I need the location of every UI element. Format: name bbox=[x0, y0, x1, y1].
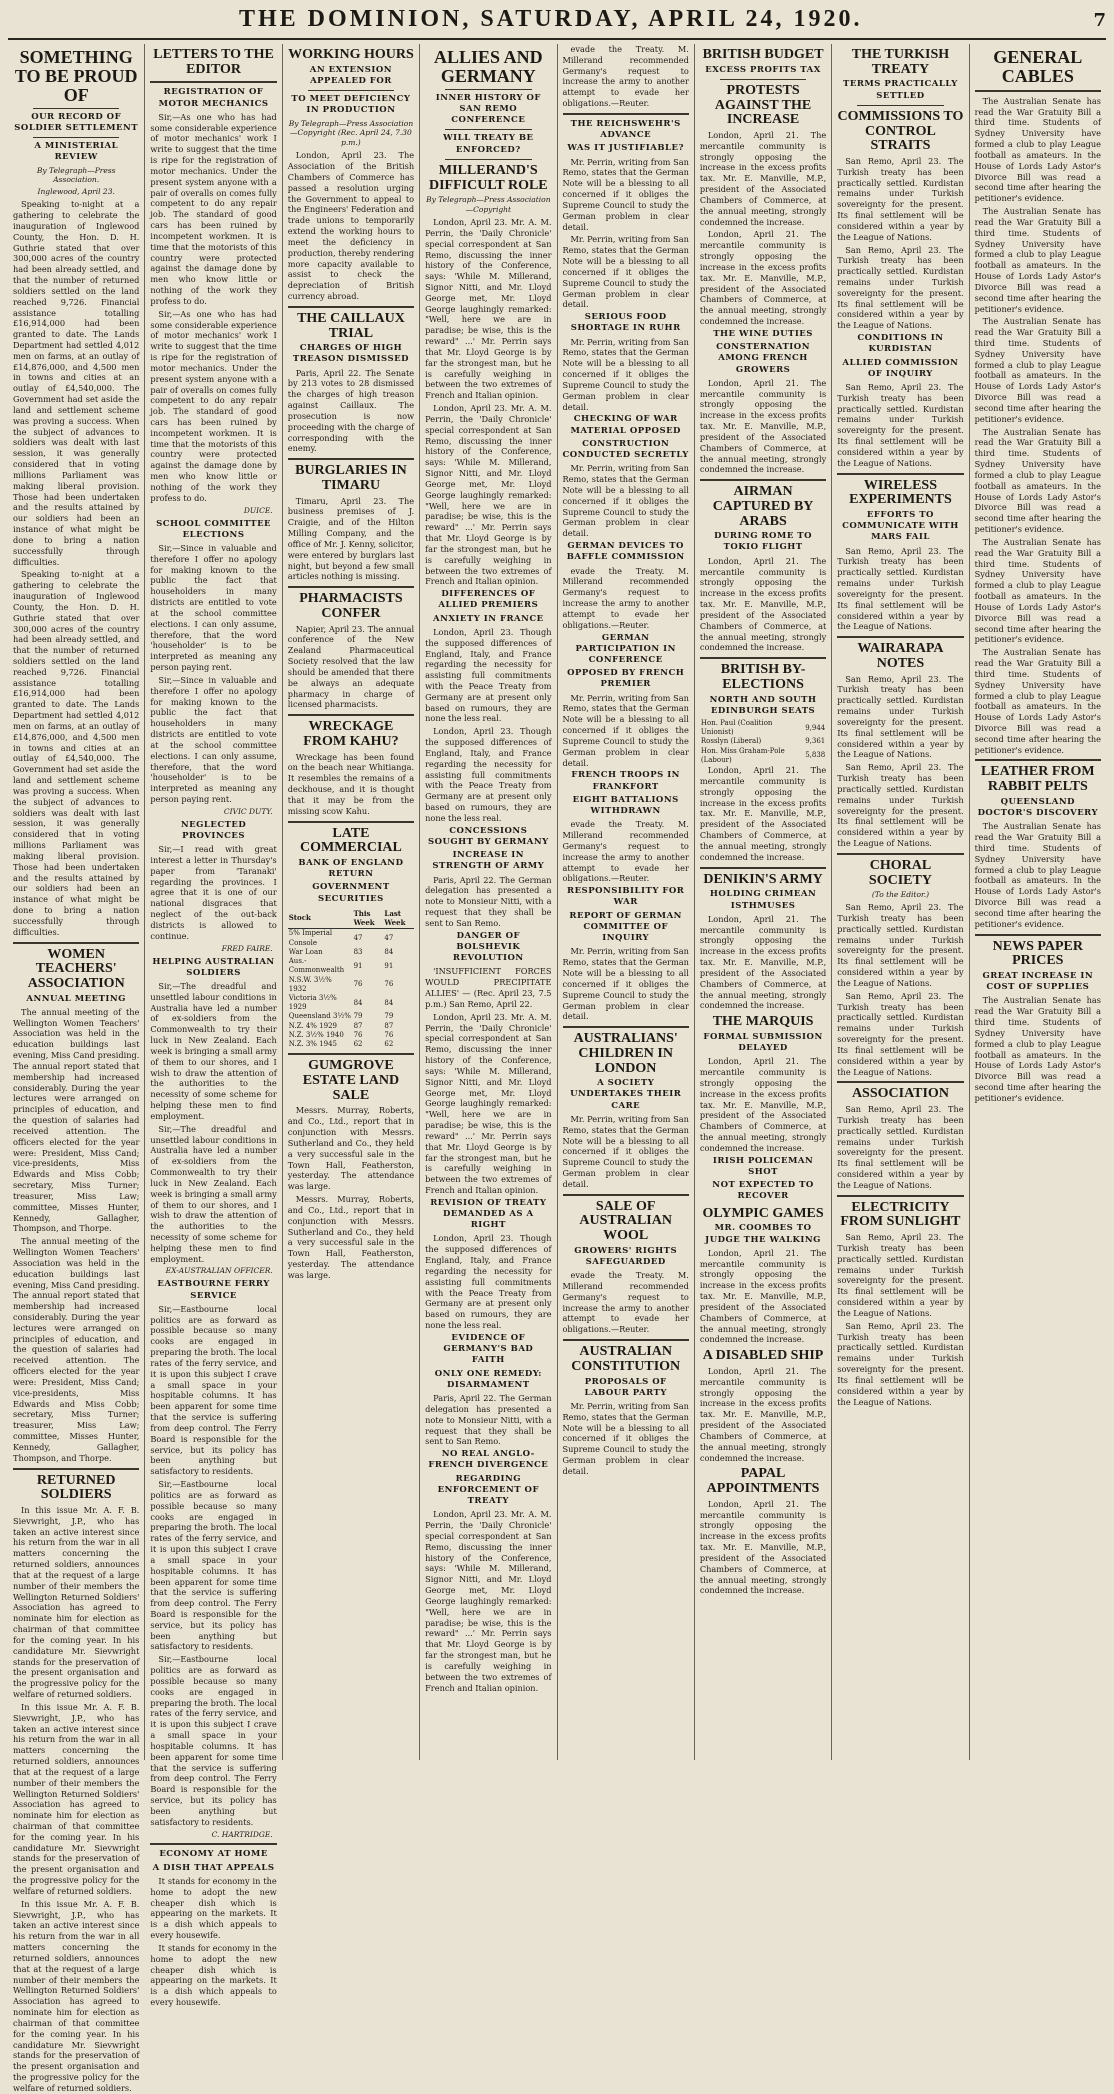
column-6 bbox=[695, 44, 832, 1760]
page-number: 7 bbox=[1093, 10, 1106, 31]
article-body: It stands for economy in the home to adopt the new cheaper dish which is appearing on the markets. It is a dish which appeals to every housewife. bbox=[150, 1942, 277, 2007]
table-row bbox=[288, 976, 414, 994]
article-body: evade the Treaty. M. Millerand recommended Germany's request to increase the army to another attempt to evade her obligations.—Reuter. bbox=[562, 819, 689, 884]
article-body: The Australian Senate has read the War Gratuity Bill a third time. Students of Sydney University have formed a club to play League football as amateurs. In the House of Lords Lady Astor's Divorce Bill was read a second time after hearing the petitioner's evidence. bbox=[974, 95, 1101, 204]
subhead-wine: THE WINE DUTIES bbox=[713, 328, 813, 339]
article-body: Mr. Perrin, writing from San Remo, states that the German Note will be a blessing to all concerned if it obliges the Supreme Council to study the German problem in clear detail. bbox=[562, 692, 689, 768]
table-cell: 84 bbox=[353, 998, 363, 1007]
subhead-consternation: CONSTERNATION AMONG FRENCH GROWERS bbox=[716, 342, 810, 375]
headline-newspaper-prices: NEWS PAPER PRICES bbox=[992, 938, 1083, 969]
column-3 bbox=[283, 44, 420, 1760]
table-row bbox=[288, 957, 414, 975]
headline-kahu: WRECKAGE FROM KAHU? bbox=[303, 719, 399, 749]
subhead-differences: DIFFERENCES OF ALLIED PREMIERS bbox=[438, 589, 539, 611]
headline-by-elections: BRITISH BY-ELECTIONS bbox=[720, 662, 806, 692]
table-row bbox=[288, 1031, 414, 1040]
table-row bbox=[288, 948, 414, 957]
table-cell: 62 bbox=[353, 1040, 363, 1049]
letter-signature: CIVIC DUTY. bbox=[223, 806, 273, 816]
headline-papal: PAPAL APPOINTMENTS bbox=[706, 1466, 820, 1497]
article-body: Mr. Perrin, writing from San Remo, states that the German Note will be a blessing to all concerned if it obliges the Supreme Council to study the German problem in clear detail. bbox=[562, 336, 689, 412]
article-body: Speaking to-night at a gathering to celebrate the inauguration of Inglewood County, the Hon. D. H. Guthrie stated that over 300,000 acres of the country had been already settled, and that the number of returned soldiers settled on the land reached 9,726. Financial assistance totalling £16,914,000 had been granted to date. The Lands Department had settled 4,012 men on farms, at an outlay of £14,876,000, and 4,500 men in towns and cities at an outlay of £4,540,000. The Government had set aside the land and settlement scheme was proving a success. When the subject of advances to soldiers was dealt with last session, it was generally considered that in voting millions Parliament was making liberal provision. Those had been undertaken and the results attained by our soldiers had been an instance of what might be done to bring a nation successfully through difficulties. bbox=[13, 569, 140, 937]
subhead-edinburgh: NORTH AND SOUTH EDINBURGH SEATS bbox=[709, 694, 817, 716]
table-header: This Week bbox=[353, 908, 384, 929]
article-body: Paris, April 22. The German delegation has presented a note to Monsieur Nitti, with a request that they shall be sent to San Remo. bbox=[425, 874, 552, 928]
subhead-army: INCREASE IN STRENGTH OF ARMY bbox=[432, 850, 545, 872]
article-body: Mr. Perrin, writing from San Remo, states that the German Note will be a blessing to all concerned if it obliges the Supreme Council to study the German problem in clear detail. bbox=[562, 156, 689, 232]
headline-gumgrove: GUMGROVE ESTATE LAND SALE bbox=[302, 1058, 400, 1103]
subhead-commission: ALLIED COMMISSION OF INQUIRY bbox=[842, 357, 959, 379]
table-row bbox=[700, 747, 826, 765]
article-body: San Remo, April 23. The Turkish treaty has been practically settled. Kurdistan remains under Turkish sovereignty for the present. Its final settlement will be considered within a year by the League of Nations. bbox=[837, 155, 964, 242]
article-body: San Remo, April 23. The Turkish treaty has been practically settled. Kurdistan remains under Turkish sovereignty for the present. Its final settlement will be considered within a year by the League of Nations. bbox=[837, 902, 964, 988]
table-cell: 47 bbox=[384, 933, 394, 942]
subhead-food-shortage: SERIOUS FOOD SHORTAGE IN RUHR bbox=[570, 312, 681, 334]
article-body: London, April 23. Though the supposed differences of England, Italy, and France regarding the necessity for assisting full commitments with the Peace Treaty from Germany are at present only based on rumours, they are none the less real. bbox=[425, 726, 552, 823]
table-cell: 76 bbox=[353, 1030, 363, 1039]
article-body: London, April 21. The mercantile community is strongly opposing the increase in the excess profits tax. Mr. E. Manville, M.P., president of the Associated Chambers of Commerce, at the annual meeting, strongly condemned the increase. bbox=[699, 765, 827, 862]
letter-body: Sir,—Since in valuable and therefore I offer no apology for making known to the public the fact that householders in many districts are entitled to vote at the school committee elections. I can only assume, therefore, that the word 'householder' is to be interpreted as meaning any person paying rent. bbox=[150, 674, 277, 804]
article-body: The Australian Senate has read the War Gratuity Bill a third time. Students of Sydney University have formed a club to play League football as amateurs. In the House of Lords Lady Astor's Divorce Bill was read a second time after hearing the petitioner's evidence. bbox=[974, 995, 1101, 1103]
article-body: San Remo, April 23. The Turkish treaty has been practically settled. Kurdistan remains under Turkish sovereignty for the present. Its final settlement will be considered within a year by the League of Nations. bbox=[837, 1104, 964, 1190]
table-cell: 76 bbox=[353, 980, 363, 989]
letter-body: Sir,—The dreadful and unsettled labour conditions in Australia have led a number of ex-soldiers from the Commonwealth to try their luck in New Zealand. Each week is bringing a small army of them to our shores, and I wish to draw the attention of the authorities to the necessity of some scheme for helping these men to find employment. bbox=[150, 1123, 277, 1264]
article-body: The Australian Senate has read the War Gratuity Bill a third time. Students of Sydney University have formed a club to play League football as amateurs. In the House of Lords Lady Astor's Divorce Bill was read a second time after hearing the petitioner's evidence. bbox=[974, 426, 1101, 535]
masthead-title: THE DOMINION, SATURDAY, APRIL 24, 1920. bbox=[238, 6, 863, 32]
subhead-growers: GROWERS' RIGHTS SAFEGUARDED bbox=[574, 1245, 678, 1267]
subhead-secretly: CONSTRUCTION CONDUCTED SECRETLY bbox=[562, 438, 689, 461]
table-row bbox=[700, 719, 826, 737]
headline-protests: PROTESTS AGAINST THE INCREASE bbox=[714, 82, 812, 128]
column-1 bbox=[8, 44, 145, 2093]
subhead-economy: ECONOMY AT HOME bbox=[159, 1849, 268, 1860]
article-body: San Remo, April 23. The Turkish treaty has been practically settled. Kurdistan remains under Turkish sovereignty for the present. Its final settlement will be considered within a year by the League of Nations. bbox=[837, 244, 964, 331]
subhead-revision: REVISION OF TREATY DEMANDED AS A RIGHT bbox=[430, 1197, 547, 1231]
table-header: Stock bbox=[288, 908, 353, 929]
table-cell: Rosslyn (Liberal) bbox=[700, 737, 762, 746]
letter-signature: EX-AUSTRALIAN OFFICER. bbox=[165, 1266, 273, 1276]
table-cell: War Loan bbox=[288, 947, 323, 956]
letter-signature: C. HARTRIDGE. bbox=[211, 1829, 273, 1839]
subhead-excess-profits: EXCESS PROFITS TAX bbox=[705, 64, 821, 75]
article-body: The Australian Senate has read the War Gratuity Bill a third time. Students of Sydney University have formed a club to play League football as amateurs. In the House of Lords Lady Astor's Divorce Bill was read a second time after hearing the petitioner's evidence. bbox=[974, 647, 1101, 755]
subhead-treason: CHARGES OF HIGH TREASON DISMISSED bbox=[292, 343, 409, 365]
subhead-crimean: HOLDING CRIMEAN ISTHMUSES bbox=[709, 889, 817, 911]
letter-body: Sir,—As one who has had some considerable experience of motor mechanics' work I write to suggest that the time is ripe for the registration of motor mechanics. Under the present system anyone with a pair of overalls on comes fully competent to do any repair job. The standard of good cars has been ruined by incompetent workmen. It is time that the motorists of this country were protected against the damage done by men who know little or nothing of the work they profess to do. bbox=[150, 111, 277, 306]
table-row bbox=[288, 1040, 414, 1049]
article-body: Mr. Perrin, writing from San Remo, states that the German Note will be a blessing to all concerned if it obliges the Supreme Council to study the German problem in clear detail. bbox=[562, 946, 689, 1022]
headline-pharmacists: PHARMACISTS CONFER bbox=[299, 591, 403, 621]
subhead-frankfort: FRENCH TROOPS IN FRANKFORT bbox=[571, 770, 680, 792]
subhead-concessions: CONCESSIONS SOUGHT BY GERMANY bbox=[427, 825, 549, 847]
table-cell: 91 bbox=[384, 961, 394, 970]
subhead-disarmament: ONLY ONE REMEDY: DISARMAMENT bbox=[434, 1368, 542, 1390]
letter-body: Sir,—Eastbourne local politics are as forward as possible because so many cooks are engaged in preparing the broth. The local rates of the ferry service, and it is upon this subject I crave a small space in your hospitable columns. It has been apparent for some time that the service is suffering from deep control. The Ferry Board is responsible for the service, but its policy has been anything but satisfactory to residents. bbox=[150, 1479, 277, 1652]
subhead-school-elections: SCHOOL COMMITTEE ELECTIONS bbox=[156, 518, 272, 540]
headline-letters: LETTERS TO THE EDITOR bbox=[153, 47, 274, 77]
subhead-deficiency: TO MEET DEFICIENCY IN PRODUCTION bbox=[291, 94, 411, 116]
article-body: The annual meeting of the Wellington Women Teachers' Association was held in the education buildings last evening, Miss Cand presiding. The annual report stated that membership had increased considerably. During the year lectures were arranged on principles of education, and the question of salaries had received attention. The officers elected for the year were: President, Miss Cand; vice-presidents, Miss Edwards and Miss Cobb; secretary, Miss Turner; treasurer, Miss Law; committee, Misses Hunter, Kennedy, Gallagher, Thompson, and Thorpe. bbox=[13, 1236, 140, 1463]
article-body: San Remo, April 23. The Turkish treaty has been practically settled. Kurdistan remains under Turkish sovereignty for the present. Its final settlement will be considered within a year by the League of Nations. bbox=[837, 545, 964, 632]
table-cell: 9,361 bbox=[805, 737, 826, 746]
headline-sunlight: ELECTRICITY FROM SUNLIGHT bbox=[840, 1199, 961, 1230]
table-cell: Victoria 3½% 1929 bbox=[288, 993, 337, 1012]
headline-returned-soldiers: RETURNED SOLDIERS bbox=[36, 1472, 116, 1503]
headline-airman: AIRMAN CAPTURED BY ARABS bbox=[712, 484, 814, 529]
headline-budget: BRITISH BUDGET bbox=[702, 47, 824, 62]
table-cell: Aus.-Commonwealth bbox=[288, 957, 345, 975]
table-cell: 9,944 bbox=[805, 723, 826, 732]
article-body: London, April 23. Though the supposed differences of England, Italy, and France regarding the necessity for assisting full commitments with the Peace Treaty from Germany are at present only based on rumours, they are none the less real. bbox=[425, 1233, 552, 1331]
table-cell: 76 bbox=[384, 980, 394, 989]
article-body: San Remo, April 23. The Turkish treaty has been practically settled. Kurdistan remains under Turkish sovereignty for the present. Its final settlement will be considered within a year by the League of Nations. bbox=[837, 382, 964, 468]
article-body: The Australian Senate has read the War Gratuity Bill a third time. Students of Sydney University have formed a club to play League football as amateurs. In the House of Lords Lady Astor's Divorce Bill was read a second time after hearing the petitioner's evidence. bbox=[974, 316, 1101, 424]
headline-general-cables: GENERAL CABLES bbox=[993, 47, 1083, 86]
subhead-justifiable: WAS IT JUSTIFIABLE? bbox=[567, 143, 684, 154]
article-body: London, April 21. The mercantile community is strongly opposing the increase in the excess profits tax. Mr. E. Manville, M.P., president of the Associated Chambers of Commerce, at the annual meeting, strongly condemned the increase. bbox=[699, 377, 827, 475]
table-cell: 87 bbox=[353, 1021, 363, 1030]
headline-australians-children: AUSTRALIANS' CHILDREN IN LONDON bbox=[573, 1031, 678, 1076]
letter-signature: FRED FAIRE. bbox=[221, 943, 273, 953]
letter-body: Sir,—Eastbourne local politics are as forward as possible because so many cooks are engaged in preparing the broth. The local rates of the ferry service, and it is upon this subject I crave a small space in your hospitable columns. It has been apparent for some time that the service is suffering from deep control. The Ferry Board is responsible for the service, but its policy has been anything but satisfactory to residents. bbox=[150, 1303, 277, 1477]
dateline: By Telegraph—Press Association—Copyright bbox=[426, 195, 551, 215]
article-body: San Remo, April 23. The Turkish treaty has been practically settled. Kurdistan remains under Turkish sovereignty for the present. Its final settlement will be considered within a year by the League of Nations. bbox=[837, 1320, 964, 1407]
subhead-divergence: NO REAL ANGLO-FRENCH DIVERGENCE bbox=[428, 1449, 549, 1471]
article-body: Messrs. Murray, Roberts, and Co., Ltd., report that in conjunction with Messrs. Sutherland and Co., they held a very successful sale in the Town Hall, Featherston, yesterday. The attendance was large. bbox=[287, 1105, 415, 1192]
article-body: It stands for economy in the home to adopt the new cheaper dish which is appearing on the markets. It is a dish which appeals to every housewife. bbox=[150, 1875, 277, 1941]
headline-straits: COMMISSIONS TO CONTROL STRAITS bbox=[837, 108, 964, 154]
subhead-bolshevik: DANGER OF BOLSHEVIK REVOLUTION bbox=[452, 930, 524, 964]
table-cell: Queensland 3½% bbox=[288, 1012, 351, 1021]
table-cell: 84 bbox=[384, 947, 394, 956]
table-cell: Hon. Miss Graham-Pole (Labour) bbox=[700, 746, 785, 764]
table-cell: 84 bbox=[384, 998, 394, 1007]
subhead-responsibility: RESPONSIBILITY FOR WAR bbox=[567, 886, 685, 908]
headline-denikin: DENIKIN'S ARMY bbox=[703, 871, 823, 887]
article-body: Paris, April 22. The Senate by 213 votes to 28 dismissed the charges of high treason against Caillaux. The prosecution is now proceeding with the charge of corresponding with the enemy. bbox=[287, 367, 415, 454]
table-cell: N.Z. 3½% 1940 bbox=[288, 1030, 344, 1039]
article-body: London, April 23. Mr. A. M. Perrin, the 'Daily Chronicle' special correspondent at San Remo, discussing the inner history of the Conference, says: 'While M. Millerand, Signor Nitti, and Mr. Lloyd George met, Mr. Lloyd George laughingly remarked: "Well, here we are in paradise; be wise, this is the reward" ...' Mr. Perrin says that Mr. Lloyd George is by far the strongest man, but he is carefully weighing in between the two extremes of French and Italian opinion. bbox=[425, 403, 552, 587]
table-cell: 79 bbox=[384, 1012, 394, 1021]
table-row bbox=[288, 994, 414, 1012]
article-body: Timaru, April 23. The business premises of J. Craigie, and of the Hilton Milling Company, and the office of Mr. J. Kenny, solicitor, were entered by burglars last night, but beyond a few small articles nothing is missing. bbox=[287, 495, 415, 582]
column-5 bbox=[558, 44, 695, 1760]
headline-millerand: MILLERAND'S DIFFICULT ROLE bbox=[428, 162, 548, 193]
headline-timaru: BURGLARIES IN TIMARU bbox=[295, 463, 407, 493]
headline-olympic: OLYMPIC GAMES bbox=[702, 1205, 824, 1221]
letter-body: Sir,—The dreadful and unsettled labour conditions in Australia have led a number of ex-soldiers from the Commonwealth to try their luck in New Zealand. Each week is bringing a small army of them to our shores, and I wish to draw the attention of the authorities to the necessity of some scheme for helping these men to find employment. bbox=[150, 980, 277, 1121]
subhead-to-editor: (To the Editor.) bbox=[871, 890, 930, 900]
subhead-irish-policeman: IRISH POLICEMAN SHOT bbox=[712, 1155, 814, 1177]
subhead-inquiry: REPORT OF GERMAN COMMITTEE OF INQUIRY bbox=[569, 910, 682, 944]
headline-women-teachers: WOMEN TEACHERS' ASSOCIATION bbox=[27, 946, 125, 991]
dateline: By Telegraph—Press Association. bbox=[36, 165, 116, 185]
subhead-motor-mechanics: REGISTRATION OF MOTOR MECHANICS bbox=[158, 87, 269, 109]
article-body: The Australian Senate has read the War Gratuity Bill a third time. Students of Sydney University have formed a club to play League football as amateurs. In the House of Lords Lady Astor's Divorce Bill was read a second time after hearing the petitioner's evidence. bbox=[974, 206, 1101, 314]
headline-working-hours: WORKING HOURS bbox=[288, 47, 414, 62]
subhead-san-remo: INNER HISTORY OF SAN REMO CONFERENCE bbox=[435, 92, 541, 126]
article-body: San Remo, April 23. The Turkish treaty has been practically settled. Kurdistan remains under Turkish sovereignty for the present. Its final settlement will be considered within a year by the League of Nations. bbox=[837, 1232, 964, 1318]
article-body: San Remo, April 23. The Turkish treaty has been practically settled. Kurdistan remains under Turkish sovereignty for the present. Its final settlement will be considered within a year by the League of Nations. bbox=[837, 673, 964, 760]
table-row bbox=[288, 929, 414, 948]
stock-title: GOVERNMENT SECURITIES bbox=[312, 882, 390, 904]
article-body: The Australian Senate has read the War Gratuity Bill a third time. Students of Sydney University have formed a club to play League football as amateurs. In the House of Lords Lady Astor's Divorce Bill was read a second time after hearing the petitioner's evidence. bbox=[974, 821, 1101, 929]
article-body: London, April 21. The mercantile community is strongly opposing the increase in the excess profits tax. Mr. E. Manville, M.P., president of the Associated Chambers of Commerce, at the annual meeting, strongly condemned the increase. bbox=[699, 555, 827, 653]
letter-body: Sir,—Since in valuable and therefore I offer no apology for making known to the public the fact that householders in many districts are entitled to vote at the school committee elections. I can only assume, therefore, that the word 'householder' is to be interpreted as meaning any person paying rent. bbox=[150, 542, 277, 673]
subhead-reichswehr: THE REICHSWEHR'S ADVANCE bbox=[570, 118, 681, 141]
headline-wairarapa: WAIRARAPA NOTES bbox=[857, 641, 944, 671]
article-body: Paris, April 22. The German delegation has presented a note to Monsieur Nitti, with a request that they shall be sent to San Remo. bbox=[425, 1393, 552, 1447]
table-row bbox=[288, 1012, 414, 1021]
headline-turkish-treaty: THE TURKISH TREATY bbox=[851, 47, 950, 77]
headline-rabbit-pelts: LEATHER FROM RABBIT PELTS bbox=[980, 764, 1095, 795]
table-cell: N.Z. 4% 1929 bbox=[288, 1021, 337, 1030]
subhead-enforcement: REGARDING ENFORCEMENT OF TREATY bbox=[437, 1473, 539, 1507]
columns bbox=[8, 44, 1106, 2093]
article-body: London, April 21. The mercantile community is strongly opposing the increase in the excess profits tax. Mr. E. Manville, M.P., president of the Associated Chambers of Commerce, at the annual meeting, strongly condemned the increase. bbox=[699, 1498, 827, 1596]
subhead-neglected-provinces: NEGLECTED PROVINCES bbox=[180, 819, 247, 841]
article-body: London, April 21. The mercantile community is strongly opposing the increase in the excess profits tax. Mr. E. Manville, M.P., president of the Associated Chambers of Commerce, at the annual meeting, strongly condemned the increase. bbox=[699, 229, 827, 327]
subhead-submission: FORMAL SUBMISSION DELAYED bbox=[703, 1031, 823, 1054]
table-header: Last Week bbox=[383, 908, 414, 929]
subhead-anxiety: ANXIETY IN FRANCE bbox=[432, 613, 544, 624]
subhead-battalions: EIGHT BATTALIONS WITHDRAWN bbox=[572, 794, 679, 817]
article-body: In this issue Mr. A. F. B. Sievwright, J.P., who has taken an active interest since his return from the war in all matters concerning the returned soldiers, announces that at the request of a large number of their members the Wellington Returned Soldiers' Association has agreed to nominate him for election as chairman of that committee for the coming year. In his candidature Mr. Sievwright stands for the preservation of the present organisation and the progressive policy for the welfare of returned soldiers. bbox=[13, 1504, 140, 1700]
column-4 bbox=[420, 44, 557, 1760]
subhead-war-material: CHECKING OF WAR MATERIAL OPPOSED bbox=[570, 414, 681, 436]
article-body: London, April 23. Mr. A. M. Perrin, the 'Daily Chronicle' special correspondent at San Remo, discussing the inner history of the Conference, says: 'While M. Millerand, Signor Nitti, and Mr. Lloyd George met, Mr. Lloyd George laughingly remarked: "Well, here we are in paradise; be wise, this is the reward" ...' Mr. Perrin says that Mr. Lloyd George is by far the strongest man, but he is carefully weighing in between the two extremes of French and Italian opinion. bbox=[425, 217, 552, 401]
table-cell: 83 bbox=[353, 947, 363, 956]
subhead-ministerial-review: A MINISTERIAL REVIEW bbox=[34, 141, 119, 163]
subhead-bad-faith: EVIDENCE OF GERMANY'S BAD FAITH bbox=[443, 1332, 534, 1366]
article-body: London, April 21. The mercantile community is strongly opposing the increase in the excess profits tax. Mr. E. Manville, M.P., president of the Associated Chambers of Commerce, at the annual meeting, strongly condemned the increase. bbox=[699, 129, 827, 227]
subhead-dish: A DISH THAT APPEALS bbox=[152, 1862, 275, 1873]
letter-body: Sir,—I read with great interest a letter in Thursday's paper from 'Taranaki' regarding the provinces. I agree that it is one of our national disgraces that neglect of the out-back districts is allowed to continue. bbox=[150, 844, 277, 941]
article-body: evade the Treaty. M. Millerand recommended Germany's request to increase the army to another attempt to evade her obligations.—Reuter. bbox=[562, 1270, 689, 1335]
table-cell: 47 bbox=[353, 933, 363, 942]
subhead-flight: DURING ROME TO TOKIO FLIGHT bbox=[714, 531, 812, 553]
letter-signature: DUICE. bbox=[243, 505, 273, 515]
article-body: London, April 23. Mr. A. M. Perrin, the 'Daily Chronicle' special correspondent at San Remo, discussing the inner history of the Conference, says: 'While M. Millerand, Signor Nitti, and Mr. Lloyd George met, Mr. Lloyd George laughingly remarked: "Well, here we are in paradise; be wise, this is the reward" ...' Mr. Perrin says that Mr. Lloyd George is by far the strongest man, but he is carefully weighing in between the two extremes of French and Italian opinion. bbox=[425, 1011, 552, 1195]
headline-allies-germany: ALLIES AND GERMANY bbox=[434, 47, 543, 86]
article-body: The annual meeting of the Wellington Women Teachers' Association was held in the education buildings last evening, Miss Cand presiding. The annual report stated that membership had increased considerably. During the year lectures were arranged on principles of education, and the question of salaries had received attention. The officers elected for the year were: President, Miss Cand; vice-presidents, Miss Edwards and Miss Cobb; secretary, Miss Turner; treasurer, Miss Law; committee, Misses Hunter, Kennedy, Gallagher, Thompson, and Thorpe. bbox=[13, 1006, 140, 1234]
headline-wireless: WIRELESS EXPERIMENTS bbox=[849, 477, 952, 508]
article-body: Messrs. Murray, Roberts, and Co., Ltd., report that in conjunction with Messrs. Sutherland and Co., they held a very successful sale in the Town Hall, Featherston, yesterday. The attendance was large. bbox=[287, 1194, 415, 1280]
table-cell: Hon. Paul (Coalition Unionist) bbox=[700, 718, 773, 737]
article-body: London, April 23. Though the supposed differences of England, Italy, and France regarding the necessity for assisting full commitments with the Peace Treaty from Germany are at present only based on rumours, they are none the less real. bbox=[425, 626, 552, 724]
article-body: Mr. Perrin, writing from San Remo, states that the German Note will be a blessing to all concerned if it obliges the Supreme Council to study the German problem in clear detail. bbox=[562, 463, 689, 539]
article-body: The Australian Senate has read the War Gratuity Bill a third time. Students of Sydney University have formed a club to play League football as amateurs. In the House of Lords Lady Astor's Divorce Bill was read a second time after hearing the petitioner's evidence. bbox=[974, 536, 1101, 645]
article-body: Mr. Perrin, writing from San Remo, states that the German Note will be a blessing to all concerned if it obliges the Supreme Council to study the German problem in clear detail. bbox=[562, 234, 689, 310]
table-row bbox=[288, 1022, 414, 1031]
article-body: Speaking to-night at a gathering to celebrate the inauguration of Inglewood County, the Hon. D. H. Guthrie stated that over 300,000 acres of the country had been already settled, and that the number of returned soldiers settled on the land reached 9,726. Financial assistance totalling £16,914,000 had been granted to date. The Lands Department had settled 4,012 men on farms, at an outlay of £14,876,000, and 4,500 men in towns and cities at an outlay of £4,540,000. The Government had set aside the land and settlement scheme was proving a success. When the subject of advances to soldiers was dealt with last session, it was generally considered that in voting millions Parliament was making liberal provision. Those had been undertaken and the results attained by our soldiers had been an instance of what might be done to bring a nation successfully through difficulties. bbox=[13, 199, 140, 567]
column-8 bbox=[970, 44, 1106, 1760]
article-body: London, April 21. The mercantile community is strongly opposing the increase in the excess profits tax. Mr. E. Manville, M.P., president of the Associated Chambers of Commerce, at the annual meeting, strongly condemned the increase. bbox=[699, 913, 827, 1011]
subhead-mars: EFFORTS TO COMMUNICATE WITH MARS FAIL bbox=[842, 510, 959, 543]
securities-table bbox=[288, 908, 414, 1050]
article-body: Napier, April 23. The annual conference of the New Zealand Pharmaceutical Society resolved that the law should be amended that there be always an adequate pharmacy in charge of licensed pharmacists. bbox=[287, 623, 415, 710]
column-7 bbox=[832, 44, 969, 1760]
article-body: In this issue Mr. A. F. B. Sievwright, J.P., who has taken an active interest since his return from the war in all matters concerning the returned soldiers, announces that at the request of a large number of their members the Wellington Returned Soldiers' Association has agreed to nominate him for election as chairman of that committee for the coming year. In his candidature Mr. Sievwright stands for the preservation of the present organisation and the progressive policy for the welfare of returned soldiers. bbox=[13, 1701, 140, 1896]
letter-body: Sir,—As one who has had some considerable experience of motor mechanics' work I write to suggest that the time is ripe for the registration of motor mechanics. Under the present system anyone with a pair of overalls on comes fully competent to do any repair job. The standard of good cars has been ruined by incompetent workmen. It is time that the motorists of this country were protected against the damage done by men who know little or nothing of the work they profess to do. bbox=[150, 308, 277, 503]
table-cell: 5,838 bbox=[805, 751, 826, 760]
election-results bbox=[700, 719, 826, 765]
subhead-kurdistan: CONDITIONS IN KURDISTAN bbox=[857, 333, 944, 355]
subhead-soldier-settlement: OUR RECORD OF SOLDIER SETTLEMENT bbox=[14, 111, 139, 133]
table-cell: N.S.W. 3½% 1932 bbox=[288, 975, 332, 993]
article-body: London, April 21. The mercantile community is strongly opposing the increase in the excess profits tax. Mr. E. Manville, M.P., president of the Associated Chambers of Commerce, at the annual meeting, strongly condemned the increase. bbox=[699, 1056, 827, 1153]
headline-proud: SOMETHING TO BE PROUD OF bbox=[14, 47, 138, 105]
subhead-opposed: OPPOSED BY FRENCH PREMIER bbox=[567, 668, 685, 690]
table-cell: 76 bbox=[384, 1030, 394, 1039]
headline-wool: SALE OF AUSTRALIAN WOOL bbox=[579, 1198, 672, 1244]
headline-association: ASSOCIATION bbox=[851, 1086, 949, 1102]
headline-commercial: LATE COMMERCIAL bbox=[299, 825, 402, 856]
table-cell: 87 bbox=[384, 1021, 394, 1030]
subhead-eastbourne-ferry: EASTBOURNE FERRY SERVICE bbox=[157, 1279, 270, 1301]
article-body: Mr. Perrin, writing from San Remo, states that the German Note will be a blessing to all concerned if it obliges the Supreme Council to study the German problem in clear detail. bbox=[562, 1113, 689, 1189]
subhead-cost: GREAT INCREASE IN COST OF SUPPLIES bbox=[982, 970, 1094, 993]
article-body: evade the Treaty. M. Millerand recommended Germany's request to increase the army to another attempt to evade her obligations.—Reuter. bbox=[562, 565, 689, 630]
subhead-enforced: WILL TREATY BE ENFORCED? bbox=[443, 133, 534, 155]
table-cell: 79 bbox=[353, 1012, 363, 1021]
article-body: London, April 23. The Association of the British Chambers of Commerce has passed a resolution urging the Government to appeal to the Engineers' Federation and trade unions to temporarily extend the working hours to meet the deficiency in production, thereby rendering more capacity available to assist to check the depreciation of British currency abroad. bbox=[287, 150, 415, 301]
subhead-labour: PROPOSALS OF LABOUR PARTY bbox=[584, 1376, 667, 1398]
place: Inglewood, April 23. bbox=[37, 187, 115, 197]
headline-caillaux: THE CAILLAUX TRIAL bbox=[297, 310, 405, 341]
table-cell: 62 bbox=[384, 1040, 394, 1049]
subhead-extension: AN EXTENSION APPEALED FOR bbox=[309, 64, 393, 86]
dateline: By Telegraph—Press Association—Copyright (Rec. April 24, 7.30 p.m.) bbox=[288, 118, 414, 148]
column-2 bbox=[145, 44, 282, 2007]
subhead-society: A SOCIETY UNDERTAKES THEIR CARE bbox=[570, 1078, 682, 1111]
article-body: 'INSUFFICIENT FORCES WOULD PRECIPITATE ALLIES' — (Rec. April 23, 7.5 p.m.) San Remo, April 22. bbox=[425, 966, 552, 1009]
article-body: evade the Treaty. M. Millerand recommended Germany's request to increase the army to another attempt to evade her obligations.—Reuter. bbox=[562, 44, 689, 109]
subhead-coombes: MR. COOMBES TO JUDGE THE WALKING bbox=[705, 1223, 821, 1245]
table-cell: N.Z. 3% 1945 bbox=[288, 1040, 337, 1049]
letter-body: Sir,—Eastbourne local politics are as forward as possible because so many cooks are engaged in preparing the broth. The local rates of the ferry service, and it is upon this subject I crave a small space in your hospitable columns. It has been apparent for some time that the service is suffering from deep control. The Ferry Board is responsible for the service, but its policy has been anything but satisfactory to residents. bbox=[150, 1654, 277, 1827]
article-body: Mr. Perrin, writing from San Remo, states that the German Note will be a blessing to all concerned if it obliges the Supreme Council to study the German problem in clear detail. bbox=[562, 1400, 689, 1476]
subhead-queensland: QUEENSLAND DOCTOR'S DISCOVERY bbox=[977, 796, 1099, 819]
table-row bbox=[700, 737, 826, 746]
article-body: In this issue Mr. A. F. B. Sievwright, J.P., who has taken an active interest since his return from the war in all matters concerning the returned soldiers, announces that at the request of a large number of their members the Wellington Returned Soldiers' Association has agreed to nominate him for election as chairman of that committee for the coming year. In his candidature Mr. Sievwright stands for the preservation of the present organisation and the progressive policy for the welfare of returned soldiers. bbox=[13, 1898, 140, 2093]
table-cell: 91 bbox=[353, 961, 363, 970]
subhead-devices: GERMAN DEVICES TO BAFFLE COMMISSION bbox=[566, 541, 685, 563]
article-body: San Remo, April 23. The Turkish treaty has been practically settled. Kurdistan remains under Turkish sovereignty for the present. Its final settlement will be considered within a year by the League of Nations. bbox=[837, 990, 964, 1077]
article-body: London, April 23. Mr. A. M. Perrin, the 'Daily Chronicle' special correspondent at San Remo, discussing the inner history of the Conference, says: 'While M. Millerand, Signor Nitti, and Mr. Lloyd George met, Mr. Lloyd George laughingly remarked: "Well, here we are in paradise; be wise, this is the reward" ...' Mr. Perrin says that Mr. Lloyd George is by far the strongest man, but he is carefully weighing in between the two extremes of French and Italian opinion. bbox=[425, 1509, 552, 1693]
headline-disabled-ship: A DISABLED SHIP bbox=[702, 1348, 824, 1364]
article-body: San Remo, April 23. The Turkish treaty has been practically settled. Kurdistan remains under Turkish sovereignty for the present. Its final settlement will be considered within a year by the League of Nations. bbox=[837, 762, 964, 849]
headline-choral: CHORAL SOCIETY bbox=[868, 857, 932, 888]
table-cell: 5% Imperial Console bbox=[288, 929, 333, 947]
subhead-participation: GERMAN PARTICIPATION IN CONFERENCE bbox=[575, 632, 676, 665]
article-body: London, April 21. The mercantile community is strongly opposing the increase in the excess profits tax. Mr. E. Manville, M.P., president of the Associated Chambers of Commerce, at the annual meeting, strongly condemned the increase. bbox=[699, 1365, 827, 1463]
subhead-australian-soldiers: HELPING AUSTRALIAN SOLDIERS bbox=[152, 956, 275, 978]
article-body: London, April 21. The mercantile community is strongly opposing the increase in the excess profits tax. Mr. E. Manville, M.P., president of the Associated Chambers of Commerce, at the annual meeting, strongly condemned the increase. bbox=[699, 1247, 827, 1345]
headline-marquis: THE MARQUIS bbox=[712, 1014, 814, 1030]
subhead-bank: BANK OF ENGLAND RETURN bbox=[298, 857, 404, 880]
masthead bbox=[8, 6, 1106, 40]
subhead-terms: TERMS PRACTICALLY SETTLED bbox=[843, 79, 958, 101]
article-body: Wreckage has been found on the beach near Whitianga. It resembles the remains of a deckhouse, and it is thought that it may be from the missing scow Kahu. bbox=[287, 751, 415, 816]
subhead-annual-meeting: ANNUAL MEETING bbox=[26, 993, 126, 1004]
subhead-recover: NOT EXPECTED TO RECOVER bbox=[712, 1180, 814, 1202]
headline-constitution: AUSTRALIAN CONSTITUTION bbox=[571, 1344, 681, 1374]
